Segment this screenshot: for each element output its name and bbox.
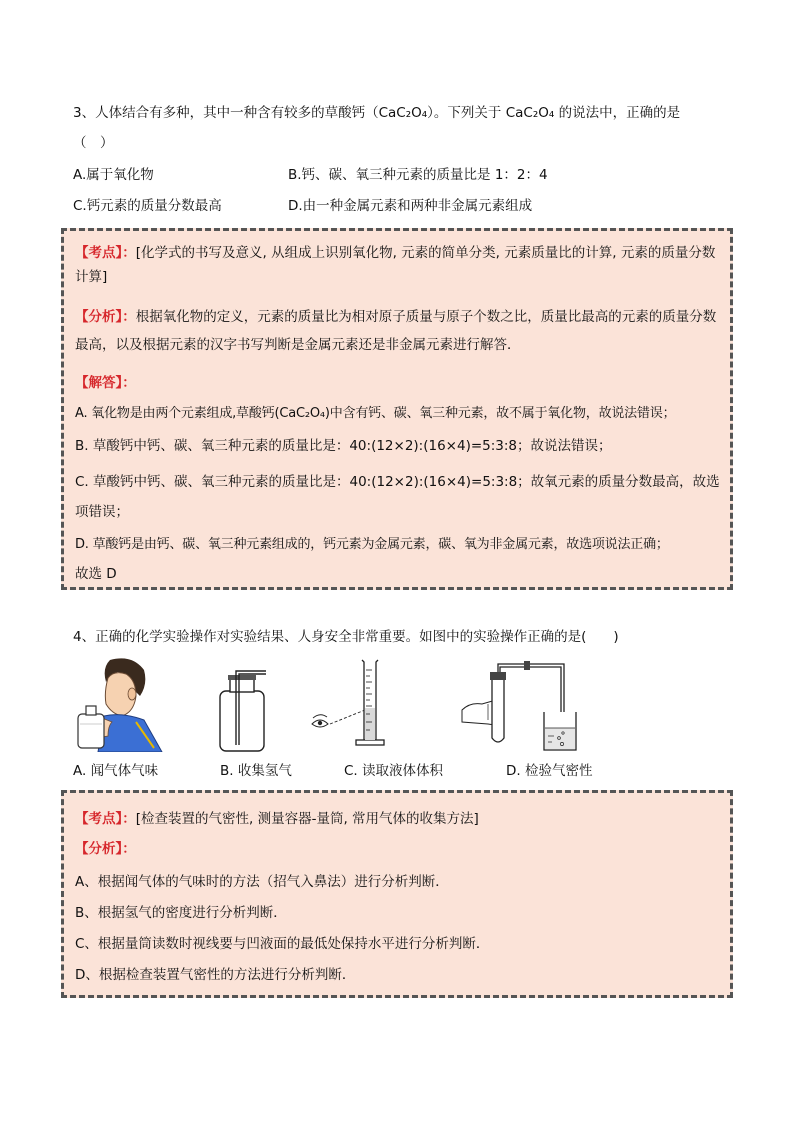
q4-caption-c: C. 读取液体体积 <box>344 763 444 779</box>
figure-c-read-volume <box>310 656 400 752</box>
q4-fenxi <box>75 839 720 859</box>
q3-fenxi-colon: ： <box>122 309 136 325</box>
q4-fenxi-d: D、根据检查装置气密性的方法进行分析判断． <box>75 967 356 983</box>
q3-kaodian-colon: ： <box>122 245 136 261</box>
q4-fenxi-a: A、根据闻气体的气味时的方法（招气入鼻法）进行分析判断． <box>75 874 449 890</box>
q4-fenxi-tag: 【分析】 <box>75 841 123 857</box>
q3-kaodian-text: [化学式的书写及意义, 从组成上识别氧化物, 元素的简单分类, 元素质量比的计算, 元素的质量分数计算] <box>75 245 716 285</box>
q4-kaodian <box>75 809 720 829</box>
q3-stem-line1: 3、人体结合有多种，其中一种含有较多的草酸钙（CaC₂O₄）。下列关于 CaC₂O₄ 的说法中，正确的是 <box>73 105 681 121</box>
q4-fenxi-b: B、根据氢气的密度进行分析判断． <box>75 905 287 921</box>
q3-analysis-box <box>61 228 733 590</box>
q4-caption-b: B. 收集氢气 <box>220 763 292 779</box>
q4-stem: 4、正确的化学实验操作对实验结果、人身安全非常重要。如图中的实验操作正确的是( ) <box>73 629 619 645</box>
q3-stem-line2: （ ） <box>73 135 114 151</box>
q4-kaodian-colon: ： <box>122 811 136 827</box>
q3-fenxi <box>75 303 720 359</box>
q3-option-b: B.钙、碳、氧三种元素的质量比是 1：2：4 <box>288 167 548 183</box>
q3-jieda-a: A. 氧化物是由两个元素组成,草酸钙(CaC₂O₄)中含有钙、碳、氧三种元素，故不属于氧化物，故说法错误； <box>75 406 676 421</box>
q4-caption-d: D. 检验气密性 <box>506 763 593 779</box>
figure-a-smelling-gas <box>74 656 166 752</box>
q3-jieda-b: B. 草酸钙中钙、碳、氧三种元素的质量比是：40:(12×2):(16×4)=5:3:8；故说法错误； <box>75 438 612 454</box>
q3-jieda <box>75 373 720 393</box>
q3-option-c: C.钙元素的质量分数最高 <box>73 198 222 214</box>
q4-fenxi-colon: ： <box>122 841 136 857</box>
q4-kaodian-tag: 【考点】 <box>75 811 123 827</box>
figure-b-collect-hydrogen <box>212 665 272 755</box>
q3-jieda-c: C. 草酸钙中钙、碳、氧三种元素的质量比是：40:(12×2):(16×4)=5:3:8；故氧元素的质量分数最高，故选项错误； <box>75 474 720 520</box>
q3-kaodian <box>75 241 720 289</box>
q4-analysis-box <box>61 790 733 998</box>
q4-fenxi-c: C、根据量筒读数时视线要与凹液面的最低处保持水平进行分析判断． <box>75 936 490 952</box>
q3-answer: 故选 D <box>75 566 117 582</box>
q3-fenxi-tag: 【分析】 <box>75 309 123 325</box>
q4-caption-a: A. 闻气体气味 <box>73 763 159 779</box>
q3-fenxi-text: 根据氧化物的定义，元素的质量比为相对原子质量与原子个数之比，质量比最高的元素的质量分数最高，以及根据元素的汉字书写判断是金属元素还是非金属元素进行解答． <box>75 309 717 353</box>
q4-kaodian-text: [检查装置的气密性, 测量容器-量筒, 常用气体的收集方法] <box>135 811 479 827</box>
q3-jieda-tag: 【解答】 <box>75 375 123 391</box>
q3-jieda-colon: ： <box>122 375 136 391</box>
q3-kaodian-tag: 【考点】 <box>75 245 123 261</box>
figure-d-check-airtightness <box>458 656 578 752</box>
q3-option-d: D.由一种金属元素和两种非金属元素组成 <box>288 198 533 214</box>
q3-option-a: A.属于氧化物 <box>73 167 154 183</box>
q3-jieda-d: D. 草酸钙是由钙、碳、氧三种元素组成的，钙元素为金属元素，碳、氧为非金属元素，故选项说法正确； <box>75 537 669 552</box>
